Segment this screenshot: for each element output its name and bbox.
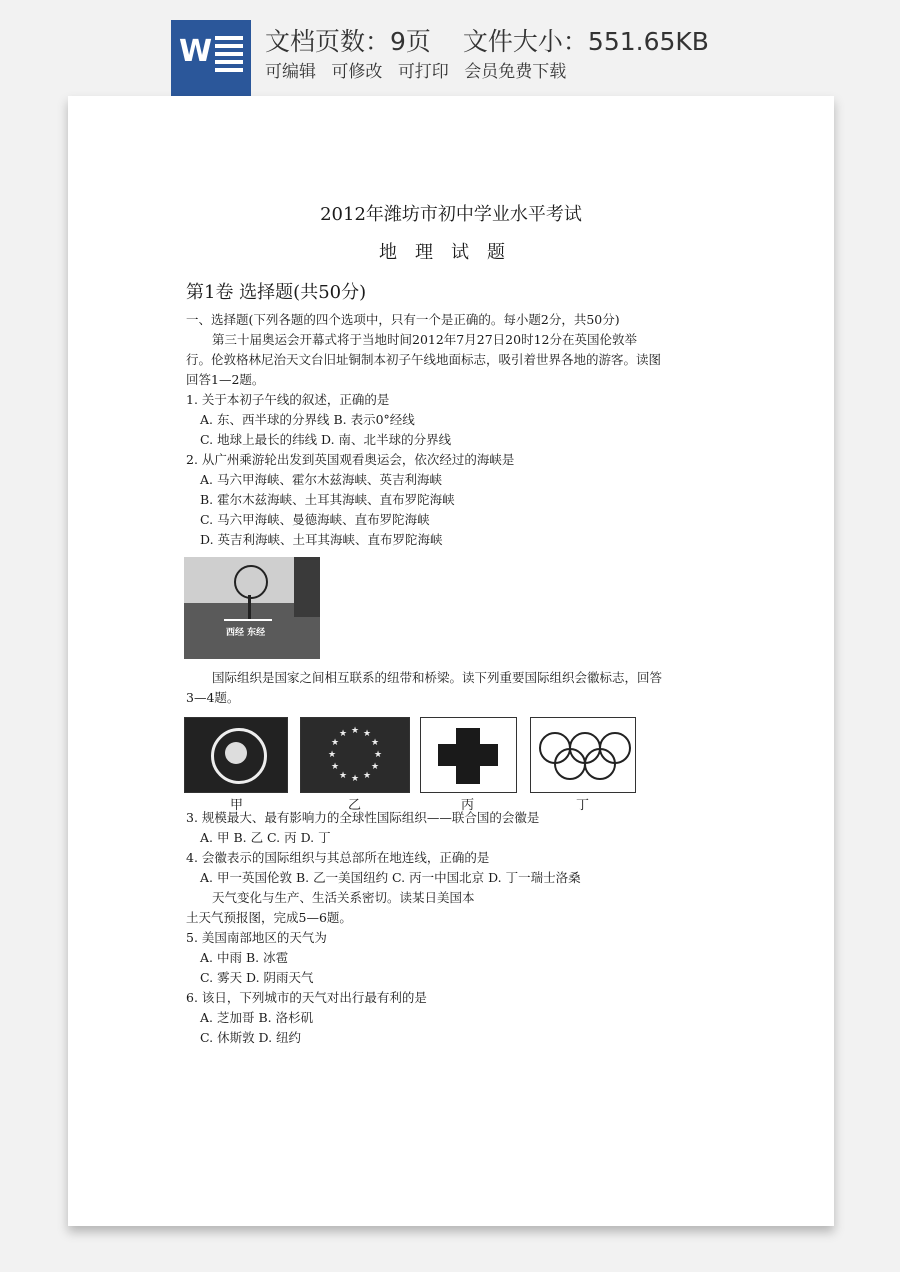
eu-emblem: ★ ★ ★ ★ ★ ★ ★ ★ ★ ★ ★ ★ [300, 717, 410, 793]
question-1: 1. 关于本初子午线的叙述，正确的是 [186, 392, 390, 407]
exam-subtitle: 地理试题 [379, 242, 523, 263]
intro-paragraph-line: 第三十届奥运会开幕式将于当地时间2012年7月27日20时12分在英国伦敦举 [212, 332, 637, 347]
question-5: 5. 美国南部地区的天气为 [186, 930, 327, 945]
feature-list [265, 57, 576, 82]
question-option: C. 雾天 D. 阴雨天气 [200, 970, 314, 985]
emblem-caption: 乙 [348, 798, 362, 813]
intro-paragraph-line: 土天气预报图，完成5—6题。 [186, 910, 352, 925]
question-option: A. 马六甲海峡、霍尔木兹海峡、英吉利海峡 [200, 472, 442, 487]
word-icon: W [171, 20, 251, 96]
emblem-caption: 甲 [230, 798, 244, 813]
photo-caption: 西经 东经 [226, 628, 266, 638]
question-option: D. 英吉利海峡、土耳其海峡、直布罗陀海峡 [200, 532, 443, 547]
question-option: A. 东、西半球的分界线 B. 表示0°经线 [200, 412, 415, 427]
question-option: C. 休斯敦 D. 纽约 [200, 1030, 302, 1045]
question-2: 2. 从广州乘游轮出发到英国观看奥运会，依次经过的海峡是 [186, 452, 515, 467]
feature-member-download[interactable]: 会员免费下载 [464, 62, 567, 82]
question-block-3 [186, 808, 706, 1048]
intro-paragraph-line: 回答1—2题。 [186, 372, 265, 387]
page-count: 文档页数：9页 [265, 27, 431, 56]
intro-paragraph-line: 国际组织是国家之间相互联系的纽带和桥梁。读下列重要国际组织会徽标志，回答 [212, 670, 663, 685]
instructions: 一、选择题(下列各题的四个选项中，只有一个是正确的。每小题2分，共50分) [186, 312, 620, 327]
question-option: A. 芝加哥 B. 洛杉矶 [200, 1010, 314, 1025]
question-4: 4. 会徽表示的国际组织与其总部所在地连线，正确的是 [186, 850, 490, 865]
olympic-rings-emblem [530, 717, 636, 793]
question-6: 6. 该日，下列城市的天气对出行最有利的是 [186, 990, 427, 1005]
intro-paragraph-line: 行。伦敦格林尼治天文台旧址铜制本初子午线地面标志，吸引着世界各地的游客。读图 [186, 352, 662, 367]
question-option: A. 中雨 B. 冰雹 [200, 950, 289, 965]
intro-paragraph-line: 3—4题。 [186, 690, 240, 705]
file-size: 文件大小：551.65KB [462, 27, 709, 56]
feature-printable: 可打印 [397, 62, 449, 82]
exam-title: 2012年潍坊市初中学业水平考试 [320, 204, 582, 225]
question-block-1 [186, 310, 706, 550]
document-page [68, 96, 834, 1226]
section-heading: 第1卷 选择题(共50分) [186, 282, 367, 303]
red-cross-emblem [420, 717, 517, 793]
feature-modifiable: 可修改 [331, 62, 383, 82]
intro-paragraph-line: 天气变化与生产、生活关系密切。读某日美国本 [212, 890, 475, 905]
meridian-photo [184, 557, 320, 659]
download-banner [0, 0, 900, 96]
un-emblem [184, 717, 288, 793]
emblem-caption: 丙 [461, 798, 475, 813]
question-block-2 [186, 668, 706, 708]
emblem-caption: 丁 [576, 798, 590, 813]
feature-editable: 可编辑 [265, 62, 316, 82]
question-option: B. 霍尔木兹海峡、土耳其海峡、直布罗陀海峡 [200, 492, 455, 507]
question-option: C. 马六甲海峡、曼德海峡、直布罗陀海峡 [200, 512, 430, 527]
question-option: A. 甲 B. 乙 C. 丙 D. 丁 [200, 830, 331, 845]
question-option: A. 甲一英国伦敦 B. 乙一美国纽约 C. 丙一中国北京 D. 丁一瑞士洛桑 [200, 870, 581, 885]
file-info [265, 22, 709, 58]
question-option: C. 地球上最长的纬线 D. 南、北半球的分界线 [200, 432, 452, 447]
question-3: 3. 规模最大、最有影响力的全球性国际组织——联合国的会徽是 [186, 810, 540, 825]
